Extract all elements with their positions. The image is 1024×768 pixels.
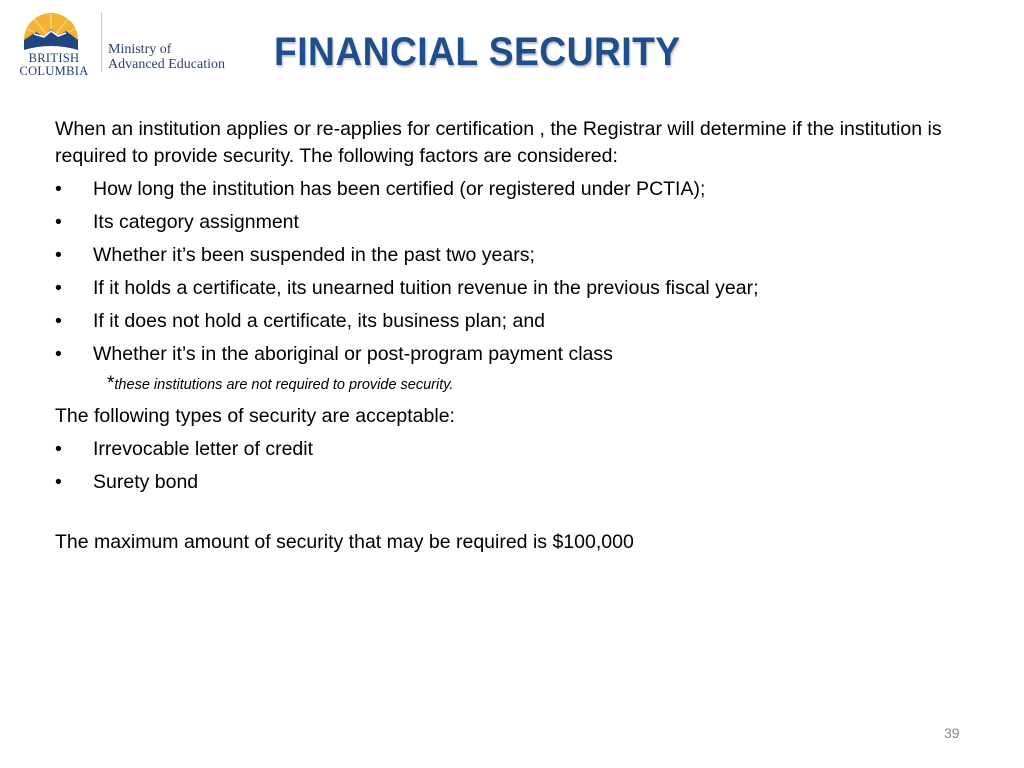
security-type-text: Surety bond [93, 471, 199, 493]
ministry-line-2: Advanced Education [108, 57, 226, 72]
bullet-icon: • [55, 211, 62, 233]
bullet-icon: • [55, 178, 62, 200]
asterisk: * [107, 373, 115, 394]
factor-item [55, 341, 955, 368]
page-number: 39 [944, 725, 960, 741]
factor-item [55, 209, 955, 236]
factor-text: Whether it’s been suspended in the past two years; [93, 244, 535, 266]
bullet-icon: • [55, 277, 62, 299]
factor-item [55, 275, 955, 302]
factor-text: How long the institution has been certified (or registered under PCTIA); [93, 178, 706, 200]
factor-text: Whether it’s in the aboriginal or post-program payment class [93, 343, 613, 365]
logo-line-2: COLUMBIA [19, 64, 89, 78]
slide-title: FINANCIAL SECURITY [274, 30, 681, 74]
footnote [55, 372, 955, 397]
security-type-item [55, 436, 955, 463]
bullet-icon: • [55, 343, 62, 365]
security-type-item [55, 469, 955, 496]
bc-sun-mountain-icon [20, 10, 82, 52]
types-heading: The following types of security are acceptable: [55, 405, 455, 427]
factor-item [55, 176, 955, 203]
factor-item [55, 242, 955, 269]
ministry-line-1: Ministry of [108, 42, 172, 57]
slide-body [55, 116, 955, 556]
bullet-icon: • [55, 244, 62, 266]
british-columbia-wordmark [14, 52, 94, 78]
factor-text: If it does not hold a certificate, its business plan; and [93, 310, 546, 332]
bullet-icon: • [55, 471, 62, 493]
factor-text: If it holds a certificate, its unearned tuition revenue in the previous fiscal year; [93, 277, 759, 299]
factor-text: Its category assignment [93, 211, 299, 233]
security-type-text: Irrevocable letter of credit [93, 438, 314, 460]
bullet-icon: • [55, 310, 62, 332]
spacer [55, 496, 955, 529]
footnote-text: these institutions are not required to provide security. [114, 377, 454, 393]
ministry-name [108, 42, 225, 72]
intro-paragraph: When an institution applies or re-applies for certification , the Registrar will determine if the institution is required to provide security. The following factors are considered: [55, 118, 942, 167]
factor-item [55, 308, 955, 335]
bullet-icon: • [55, 438, 62, 460]
logo-divider [101, 12, 102, 72]
maximum-amount: The maximum amount of security that may be required is $100,000 [55, 531, 634, 553]
bc-ministry-logo [12, 10, 227, 76]
logo-line-1: BRITISH [28, 51, 80, 65]
